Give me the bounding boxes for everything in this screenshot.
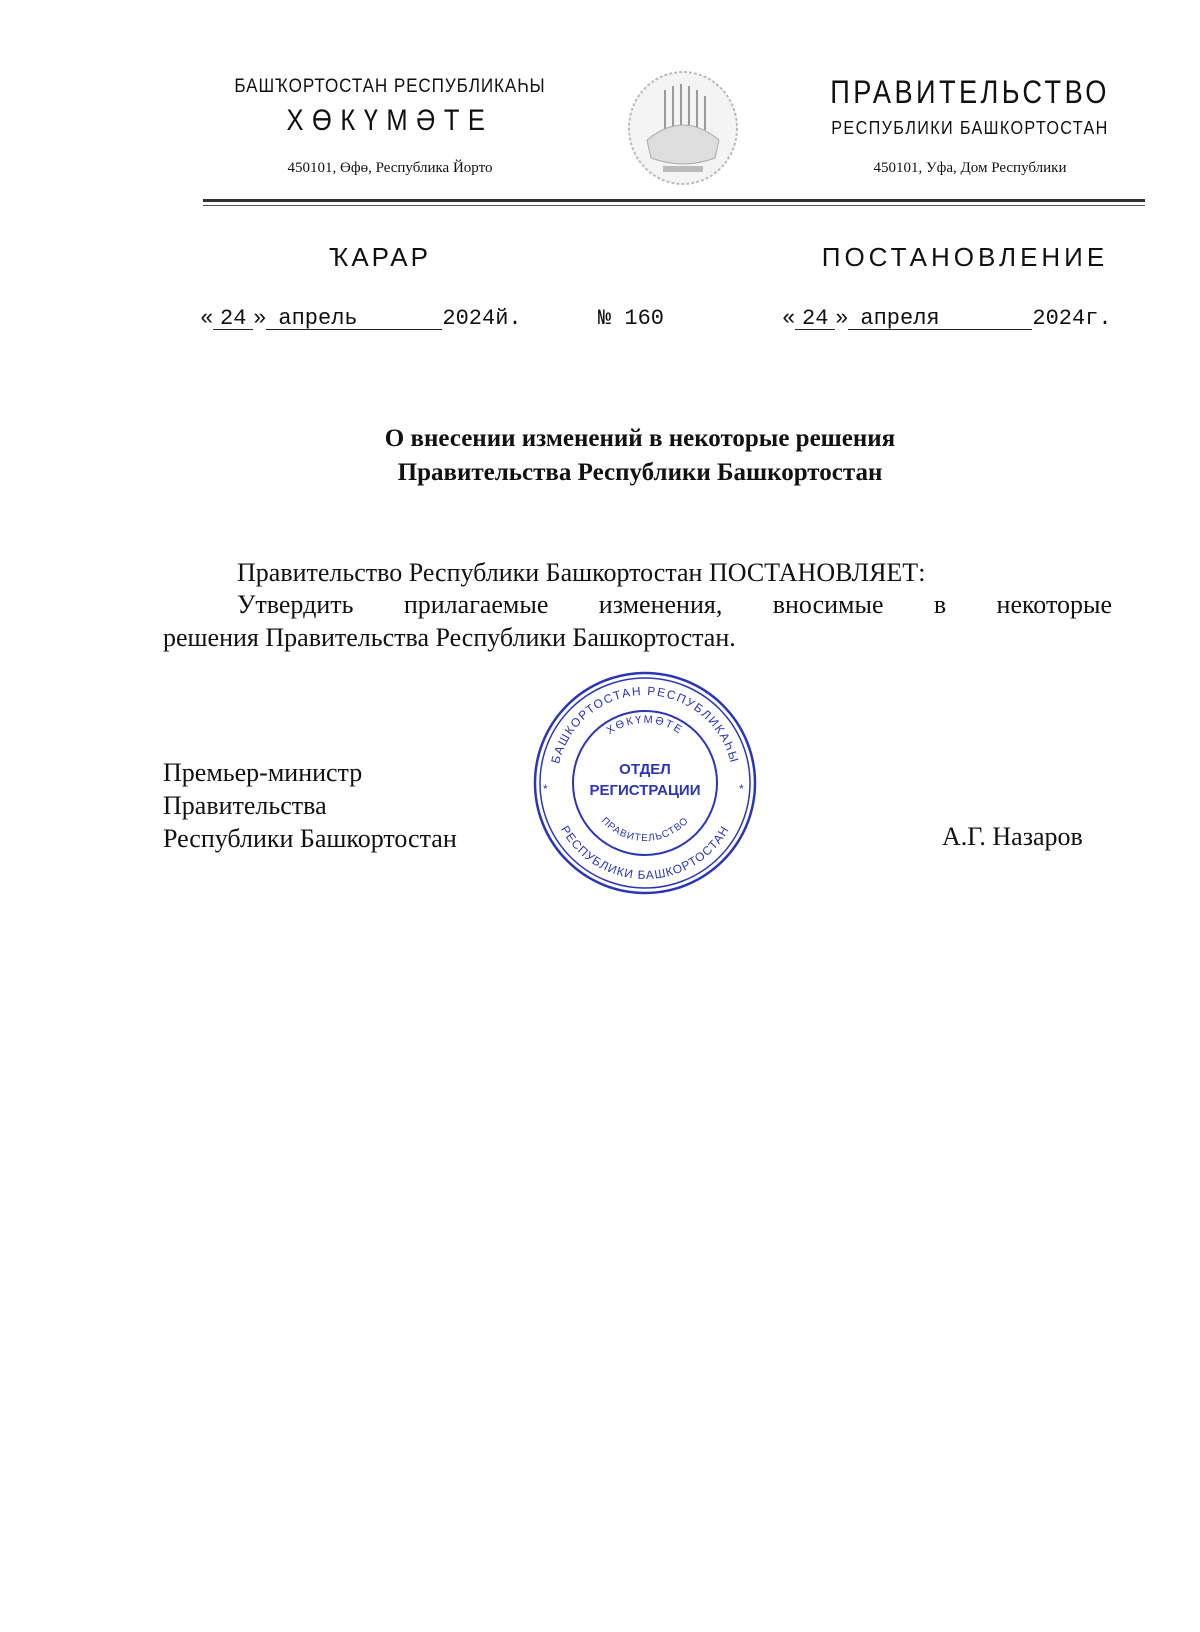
position-line1: Премьер-министр <box>163 758 363 787</box>
official-stamp <box>530 668 760 898</box>
date-year: 2024й. <box>442 306 522 331</box>
stamp-outer-bottom: РЕСПУБЛИКИ БАШКОРТОСТАН <box>557 823 733 883</box>
quote-open: « <box>200 306 214 331</box>
date-bashkir <box>200 306 522 331</box>
date-year: 2024г. <box>1032 306 1112 331</box>
position-line2: Правительства <box>163 791 327 820</box>
quote-close: » <box>253 306 267 331</box>
stamp-star-icon: * <box>543 782 548 796</box>
document-title <box>200 422 1080 490</box>
header-left-line1: БАШҠОРТОСТАН РЕСПУБЛИКАҺЫ <box>234 76 546 97</box>
title-line2: Правительства Республики Башкортостан <box>397 459 883 486</box>
stamp-inner-top: ХӨКҮМӘТЕ <box>604 713 686 738</box>
position-line3: Республики Башкортостан <box>163 824 457 853</box>
title-line1: О внесении изменений в некоторые решения <box>384 425 896 452</box>
stamp-outer-top: БАШКОРТОСТАН РЕСПУБЛИКАҺЫ <box>548 683 742 766</box>
date-month: апреля <box>848 309 1032 330</box>
header-divider-thin <box>203 205 1145 206</box>
quote-open: « <box>782 306 796 331</box>
header-left-address: 450101, Өфө, Республика Йорто <box>287 160 493 176</box>
doc-type-russian: ПОСТАНОВЛЕНИЕ <box>821 242 1109 272</box>
signatory-position <box>163 756 457 855</box>
header-right-address: 450101, Уфа, Дом Республики <box>873 160 1067 176</box>
document-number: № 160 <box>598 306 665 331</box>
signatory-name: А.Г. Назаров <box>942 822 1083 851</box>
stamp-center-line2: РЕГИСТРАЦИИ <box>589 782 701 799</box>
stamp-inner-bottom: ПРАВИТЕЛЬСТВО <box>598 815 692 844</box>
stamp-center-line1: ОТДЕЛ <box>619 761 671 778</box>
stamp-star-icon: * <box>739 782 744 796</box>
header-left-line2: ХӨКҮМӘТЕ <box>286 104 494 137</box>
doc-type-bashkir: ҠАРАР <box>329 242 431 272</box>
body-line3: решения Правительства Республики Башкортостан. <box>163 623 736 652</box>
date-day: 24 <box>795 309 835 330</box>
quote-close: » <box>835 306 849 331</box>
body-line1: Правительство Республики Башкортостан ПОСТАНОВЛЯЕТ: <box>237 558 926 587</box>
date-day: 24 <box>213 309 253 330</box>
svg-text:ПРАВИТЕЛЬСТВО <box>599 815 691 844</box>
header-right-line1: ПРАВИТЕЛЬСТВО <box>830 74 1110 110</box>
date-month: апрель <box>266 309 442 330</box>
body-line2: Утвердить прилагаемые изменения, вносимые в некоторые <box>237 590 1112 619</box>
date-russian <box>782 306 1112 331</box>
header-divider <box>203 199 1145 202</box>
header-right-line2: РЕСПУБЛИКИ БАШКОРТОСТАН <box>831 118 1109 138</box>
coat-of-arms-icon <box>625 70 741 186</box>
